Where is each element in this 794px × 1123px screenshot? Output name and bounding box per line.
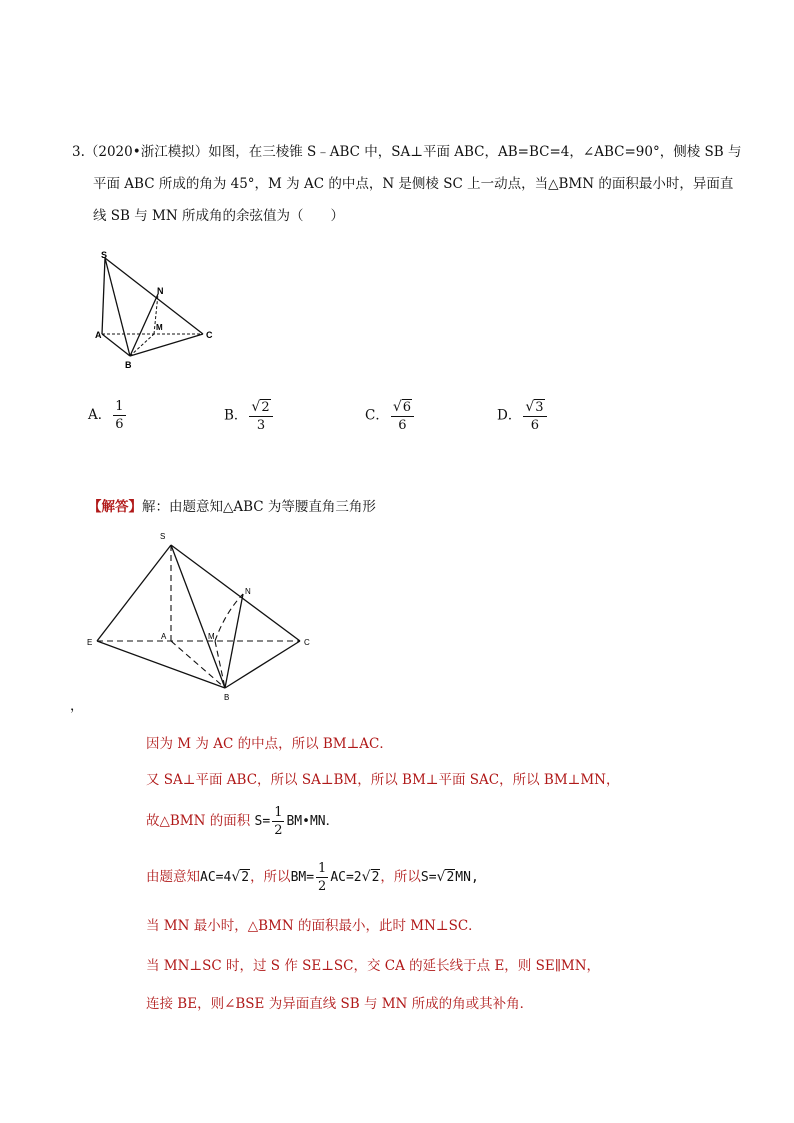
solution-line-3-end: ． bbox=[325, 813, 340, 829]
solution-line-4-rad2: 2 bbox=[371, 870, 380, 885]
choice-d-den: 6 bbox=[530, 418, 540, 433]
fig1-label-s: S bbox=[101, 250, 108, 260]
solution-line-3 bbox=[146, 806, 339, 837]
answer-heading bbox=[88, 495, 376, 515]
choice-a-num: 1 bbox=[115, 399, 124, 414]
pyramid-figure-2 bbox=[85, 528, 320, 703]
answer-tag: 【解答】 bbox=[88, 499, 142, 515]
solution-line-5: 当 MN 最小时，△BMN 的面积最小，此时 MN⊥SC． bbox=[146, 918, 482, 934]
stray-comma: ， bbox=[70, 698, 84, 714]
choice-a-letter: A． bbox=[88, 407, 112, 423]
solution-line-4-s: S= bbox=[420, 870, 437, 885]
sqrt-icon: √ bbox=[525, 399, 535, 415]
choice-b-radicand: 2 bbox=[261, 400, 270, 415]
solution-line-4-mid2: ，所以 bbox=[380, 869, 421, 885]
answer-intro: 解：由题意知△ABC 为等腰直角三角形 bbox=[142, 499, 376, 515]
solution-line-7: 连接 BE，则∠BSE 为异面直线 SB 与 MN 所成的角或其补角． bbox=[146, 996, 534, 1012]
sqrt-icon: √ bbox=[361, 869, 371, 885]
fig1-label-n: N bbox=[157, 286, 164, 296]
sqrt-icon: √ bbox=[436, 869, 446, 885]
question-line-3: 线 SB 与 MN 所成角的余弦值为（ ） bbox=[93, 208, 344, 224]
choice-c-radicand: 6 bbox=[402, 400, 412, 415]
fig2-label-e: E bbox=[87, 638, 93, 647]
fig2-label-m: M bbox=[208, 632, 215, 641]
solution-line-4-ac2: AC=2 bbox=[330, 870, 362, 885]
choice-c[interactable] bbox=[365, 400, 416, 432]
sqrt-icon: √ bbox=[231, 869, 241, 885]
solution-line-3-s: S= bbox=[254, 814, 271, 829]
question-line-1: 3.（2020•浙江模拟）如图，在三棱锥 S﹣ABC 中，SA⊥平面 ABC，AB=BC=4，∠ABC=90°，侧棱 SB 与 bbox=[72, 144, 742, 160]
solution-line-4-bm: BM= bbox=[290, 870, 315, 885]
choice-d[interactable] bbox=[497, 400, 549, 432]
solution-line-4-rad3: 2 bbox=[446, 870, 455, 885]
choice-a[interactable] bbox=[88, 400, 128, 431]
solution-line-2: 又 SA⊥平面 ABC，所以 SA⊥BM，所以 BM⊥平面 SAC，所以 BM⊥MN， bbox=[146, 772, 620, 788]
sqrt-icon: √ bbox=[392, 399, 402, 415]
solution-line-4-den: 2 bbox=[318, 879, 327, 894]
solution-line-4-num: 1 bbox=[318, 861, 327, 876]
solution-line-4-ac: AC=4 bbox=[200, 870, 232, 885]
sqrt-icon: √ bbox=[251, 399, 261, 415]
solution-line-4-rad1: 2 bbox=[241, 870, 250, 885]
fig1-label-m: M bbox=[156, 323, 163, 332]
solution-line-6: 当 MN⊥SC 时，过 S 作 SE⊥SC，交 CA 的延长线于点 E，则 SE∥MN， bbox=[146, 958, 601, 974]
solution-line-4-mid: ，所以 bbox=[250, 869, 291, 885]
choice-b-letter: B． bbox=[224, 407, 248, 424]
solution-line-3-pre: 故△BMN 的面积 bbox=[146, 813, 251, 829]
fig2-label-a: A bbox=[161, 632, 167, 641]
solution-line-1: 因为 M 为 AC 的中点，所以 BM⊥AC． bbox=[146, 736, 393, 752]
fig2-label-b: B bbox=[224, 693, 230, 702]
choice-a-den: 6 bbox=[115, 417, 124, 432]
fig2-label-n: N bbox=[245, 587, 251, 596]
fig1-label-a: A bbox=[95, 330, 102, 340]
pyramid-figure-1 bbox=[90, 248, 225, 373]
fig2-label-c: C bbox=[304, 638, 310, 647]
choice-d-radicand: 3 bbox=[535, 400, 544, 415]
fig2-label-s: S bbox=[160, 532, 166, 541]
choice-c-den: 6 bbox=[398, 418, 407, 433]
fig1-label-c: C bbox=[206, 330, 213, 340]
solution-line-3-post: BM•MN bbox=[286, 814, 326, 829]
question-line-2: 平面 ABC 所成的角为 45°，M 为 AC 的中点，N 是侧棱 SC 上一动点，当△BMN 的面积最小时，异面直 bbox=[93, 176, 734, 192]
choice-b[interactable] bbox=[224, 400, 275, 432]
fig1-label-b: B bbox=[125, 360, 132, 370]
solution-line-3-num: 1 bbox=[274, 805, 283, 820]
choice-c-letter: C． bbox=[365, 407, 389, 424]
solution-line-4-pre: 由题意知 bbox=[146, 869, 200, 885]
solution-line-4 bbox=[146, 862, 479, 893]
solution-line-4-mn: MN, bbox=[455, 870, 479, 885]
solution-line-3-den: 2 bbox=[274, 823, 283, 838]
choice-b-den: 3 bbox=[256, 418, 266, 433]
choice-d-letter: D． bbox=[497, 407, 522, 424]
